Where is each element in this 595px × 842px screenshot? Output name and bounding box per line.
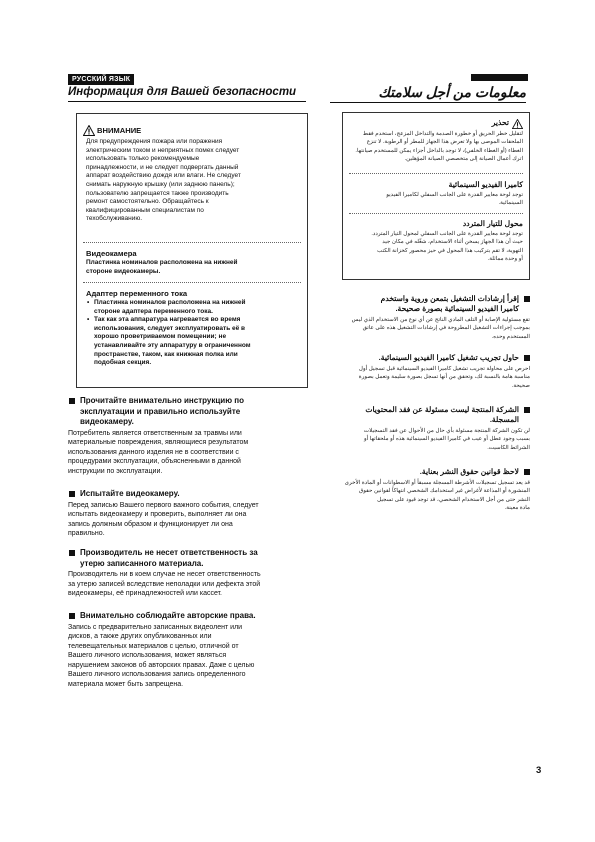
body-line: الشرائط الكاسيت.	[487, 444, 530, 451]
body-line: Вашего личного использования запись определенного	[68, 671, 246, 679]
body-line: النشر حتى من أجل الاستخدام الشخصي، قد توجد قيود على تسجيل	[377, 496, 530, 503]
adapter-line: توجد لوحة معايير القدرة على الجانب السفلي لمحول التيار المتردد.	[371, 231, 523, 237]
section-body	[68, 570, 310, 599]
section-no-liability-arabic	[340, 405, 530, 452]
adapter-text	[86, 299, 304, 368]
section-heading	[68, 611, 310, 622]
divider	[349, 213, 523, 214]
warning-line: снимать наружную крышку (или заднюю панель);	[86, 180, 235, 188]
adapter-line: подобная секция.	[94, 359, 152, 367]
adapter-line: • Так как эта аппаратура нагревается во время	[94, 316, 241, 324]
page-title: Информация для Вашей безопасности	[68, 86, 297, 98]
camera-heading: Видеокамера	[86, 249, 137, 258]
heading-line: Внимательно соблюдайте авторские права.	[80, 611, 256, 620]
heading-line: утерю записанного материала.	[80, 558, 204, 568]
warning-line: использовать только рекомендуемые	[86, 155, 200, 163]
adapter-bullet	[86, 299, 304, 316]
page-number: 3	[536, 765, 542, 776]
body-line: Производитель ни в коем случае не несет ответственность	[68, 571, 261, 578]
section-heading	[68, 489, 310, 500]
body-line: Потребитель является ответственным за травмы или	[68, 429, 242, 437]
section-body	[340, 427, 530, 452]
warning-heading-arabic: تحذير	[491, 118, 509, 127]
adapter-line: أو وحدة مماثلة.	[487, 256, 523, 263]
adapter-bullet	[86, 316, 304, 368]
body-line: Запись с предварительно записанных видеолент или	[68, 623, 243, 631]
camera-line: توجد لوحة معايير القدرة على الجانب السفلي لكاميرا الفيديو	[386, 192, 523, 198]
body-line: запись должным образом и функционирует ли она	[68, 520, 233, 528]
body-line: испытать видеокамеру и проверить, выполняет ли она	[68, 511, 247, 519]
adapter-text-arabic	[348, 230, 523, 264]
body-line: قد يعد تسجيل تسجيلات الأشرطة المسجلة مسبقاً أو الاسطوانات أو المادة الأخرى	[344, 480, 530, 486]
title-rule	[68, 101, 306, 102]
adapter-line: пространстве, таком, как книжная полка или	[94, 350, 238, 358]
section-read-instructions-arabic	[340, 294, 530, 341]
heading-line: Производитель не несет ответственность за	[80, 548, 258, 557]
body-line: телевещательных материалов с целью, отличной от	[68, 642, 239, 650]
body-line: لن تكون الشركة المنتجة مسئولة بأي حال من الأحوال عن فقد التسجيلات	[363, 428, 530, 434]
section-heading	[340, 294, 530, 314]
warning-line: ремонт самостоятельно. Обращайтесь к	[86, 198, 209, 206]
heading-line: Испытайте видеокамеру.	[80, 489, 180, 498]
heading-line: إقرأ إرشادات التشغيل بتمعن وروية واستخدم	[380, 294, 519, 303]
divider	[83, 242, 301, 243]
adapter-line: хорошо проветриваемом помещении; не	[94, 333, 227, 341]
camera-line: стороне видеокамеры.	[86, 267, 161, 275]
warning-line: пользователю запрещается также производить	[86, 189, 229, 197]
heading-line: видеокамеру.	[80, 417, 134, 426]
body-line: Перед записью Вашего первого важного события, следует	[68, 501, 259, 509]
warning-line: принадлежности, и не следует подвергать данный	[86, 163, 239, 171]
body-line: использования данного изделия не в соответствии с	[68, 448, 239, 456]
section-heading	[340, 353, 530, 363]
body-line: مناسبة هامة بالنسبة لك، وتحقق من أنها تسجل بصورة سليمة وتعمل بصورة	[358, 374, 530, 381]
section-heading	[340, 467, 530, 477]
warning-line: электрическим током и неприятных помех следует	[86, 146, 240, 154]
divider	[83, 282, 301, 283]
adapter-line: стороне адаптера переменного тока.	[94, 307, 213, 315]
section-no-liability	[68, 548, 310, 599]
section-body	[340, 479, 530, 513]
body-line: مادة معينة.	[504, 505, 530, 512]
section-copyright-arabic	[340, 467, 530, 513]
camera-line: Пластинка номиналов расположена на нижней	[86, 259, 238, 266]
warning-line: техобслуживанию.	[86, 215, 143, 223]
heading-line: حاول تجريب تشغيل كاميرا الفيديو السينمائية.	[378, 353, 519, 362]
adapter-heading: Адаптер переменного тока	[86, 289, 188, 298]
warning-line: لتقليل خطر الحريق أو خطورة الصدمة والتداخل المزعج، استخدم فقط	[362, 131, 523, 137]
warning-box-arabic	[342, 112, 530, 280]
warning-line: аппарат воздействию дождя или влаги. Не следует	[86, 172, 241, 180]
heading-line: كاميرا الفيديو السينمائية بصورة صحيحة.	[395, 304, 519, 313]
adapter-line: использования, следует эксплуатировать её в	[94, 324, 246, 332]
warning-line: квалифицированным специалистам по	[86, 206, 204, 214]
body-line: видеокамеры, её принадлежностей или кассет.	[68, 590, 223, 598]
body-line: материала может быть запрещена.	[68, 681, 184, 689]
body-line: بموجب إجراءات التشغيل المطروحة في إرشادات التشغيل هذه على عاتق	[362, 325, 530, 332]
body-line: Вашего личного использования, может являться	[68, 652, 227, 660]
body-line: احرص على محاولة تجريب تشغيل كاميرا الفيديو السينمائية قبل تسجيل أول	[358, 366, 530, 372]
section-test-camera	[68, 489, 310, 539]
adapter-heading-arabic: محول للتيار المتردد	[462, 219, 523, 228]
adapter-line: устанавливайте эту аппаратуру в ограниченном	[94, 341, 251, 349]
body-line: материальные повреждения, являющиеся результатом	[68, 439, 249, 447]
camera-line: السينمائية.	[498, 200, 523, 207]
warning-heading: ВНИМАНИЕ	[97, 126, 142, 135]
section-body	[340, 316, 530, 341]
page-title-arabic: معلومات من أجل سلامتك	[378, 84, 526, 100]
warning-line: اترك أعمال الصيانة إلى متخصصي الصيانة المؤهلين.	[404, 156, 523, 163]
warning-box	[76, 113, 308, 388]
body-line: правильно.	[68, 530, 105, 538]
warning-line: الملحقات الموصى بها ولا تعرض هذا الجهاز للمطر أو الرطوبة. لا تنزع	[366, 139, 523, 146]
warning-text	[86, 138, 304, 224]
section-test-camera-arabic	[340, 353, 530, 390]
camera-text	[86, 259, 304, 276]
section-heading	[68, 548, 310, 569]
heading-line: Прочитайте внимательно инструкцию по	[80, 396, 244, 405]
body-line: дисков, а также других опубликованных или	[68, 633, 212, 641]
heading-line: الشركة المنتجة ليست مسئولة عن فقد المحتويات	[365, 405, 519, 414]
language-tag-arabic	[471, 74, 528, 81]
body-line: صحيحة.	[511, 382, 530, 389]
camera-text-arabic	[348, 191, 523, 208]
heading-line: لاحظ قوانين حقوق النشر بعناية.	[419, 467, 519, 476]
section-body	[68, 429, 310, 477]
heading-line: المسجلة.	[489, 415, 519, 424]
body-line: за утерю записей вследствие неполадки или дефекта этой	[68, 580, 261, 588]
section-heading	[340, 405, 530, 425]
title-rule-arabic	[330, 102, 526, 103]
adapter-line: التهوية، لا تقم بتركيب هذا المحول في حيز محصور كخزانة الكتب	[377, 247, 523, 254]
warning-line: الغطاء (أو الغطاء الخلفي)، لا توجد بالداخل أجزاء يمكن للمستخدم صيانتها.	[355, 147, 523, 154]
adapter-line: • Пластинка номиналов расположена на нижней	[94, 299, 246, 306]
body-line: المنشورة أو المذاعة لأغراض غير استخدامك الشخصي انتهاكاً لقوانين حقوق	[358, 488, 530, 495]
body-line: بسبب وجود عطل أو عيب في كاميرا الفيديو السينمائية هذه أو ملحقاتها أو	[363, 436, 530, 443]
section-body	[68, 501, 310, 539]
camera-heading-arabic: كاميرا الفيديو السينمائية	[448, 180, 523, 189]
adapter-line: حيث أن هذا الجهاز يسخن أثناء الاستخدام، شغّله في مكان جيد	[382, 239, 523, 246]
warning-line: Для предупреждения пожара или поражения	[86, 138, 223, 145]
body-line: المستخدم وحده.	[491, 333, 530, 340]
section-body	[68, 623, 310, 690]
warning-text-arabic	[348, 130, 523, 164]
language-tag: РУССКИЙ ЯЗЫК	[68, 74, 134, 85]
heading-line: эксплуатации и правильно используйте	[80, 406, 241, 416]
section-read-instructions	[68, 396, 310, 476]
warning-icon	[512, 119, 523, 129]
body-line: процедурами эксплуатации, объясненными в данной	[68, 458, 241, 466]
section-heading	[68, 396, 310, 428]
section-copyright	[68, 611, 310, 690]
divider	[349, 173, 523, 174]
body-line: инструкции по эксплуатации.	[68, 467, 163, 475]
body-line: нарушением законов об авторских правах. Даже с целью	[68, 661, 255, 669]
body-line: تقع مسئولية الإصابة أو التلف المادي الناتج عن أي نوع من الاستخدام الذي ليس	[351, 317, 530, 323]
section-body	[340, 365, 530, 390]
warning-icon	[83, 125, 95, 136]
